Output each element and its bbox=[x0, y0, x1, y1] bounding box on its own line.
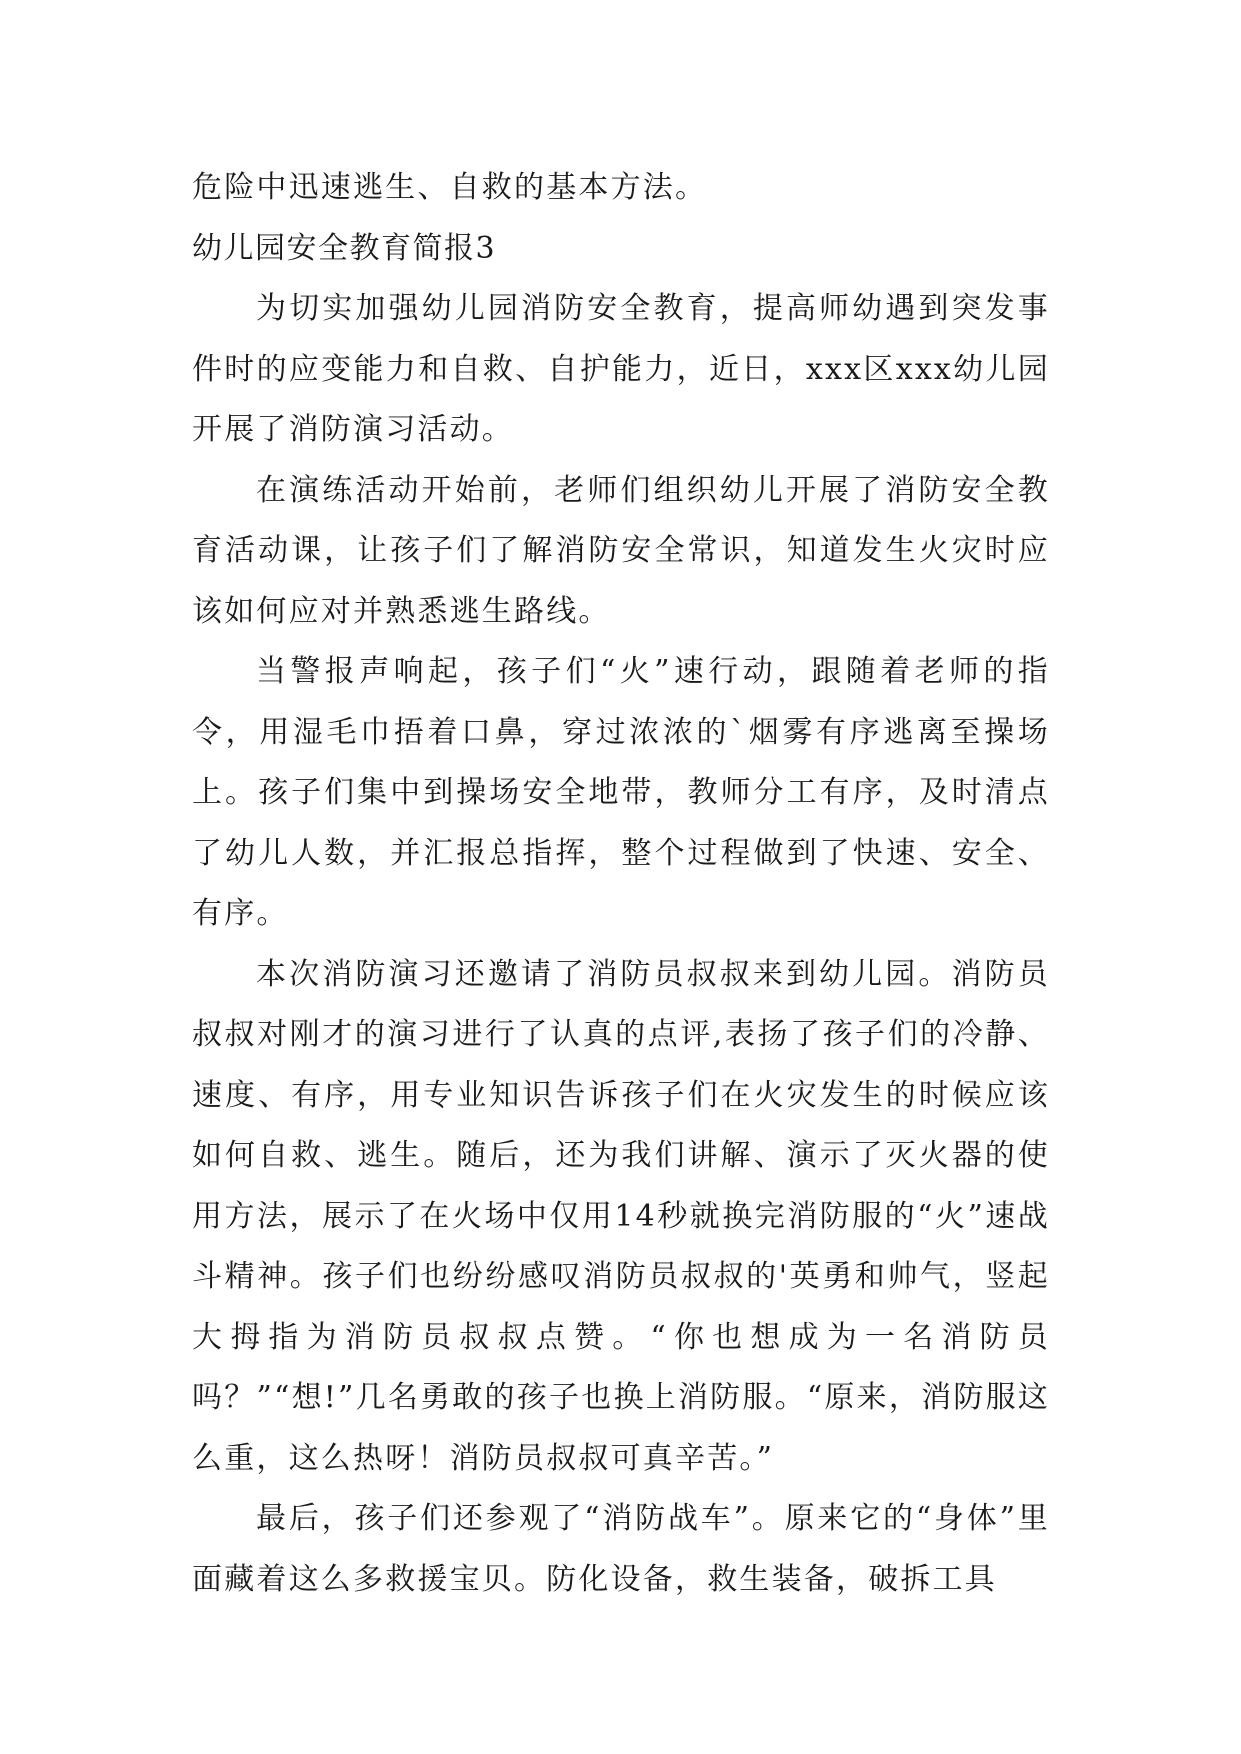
paragraph-pre-drill: 在演练活动开始前，老师们组织幼儿开展了消防安全教育活动课，让孩子们了解消防安全常识，知道发生火灾时应该如何应对并熟悉逃生路线。 bbox=[192, 472, 1050, 629]
paragraph-firefighter: 本次消防演习还邀请了消防员叔叔来到幼儿园。消防员叔叔对刚才的演习进行了认真的点评,表扬了孩子们的冷静、速度、有序，用专业知识告诉孩子们在火灾发生的时候应该如何自救、逃生。随后，还为我们讲解、演示了灭火器的使用方法，展示了在火场中仅用14秒就换完消防服的“火”速战斗精神。孩子们也纷纷感叹消防员叔叔的'英勇和帅气，竖起大拇指为消防员叔叔点赞。“你也想成为一名消防员吗？”“想!”几名勇敢的孩子也换上消防服。“原来，消防服这么重，这么热呀！消防员叔叔可真辛苦。” bbox=[192, 956, 1050, 1476]
paragraph-alarm: 当警报声响起，孩子们“火”速行动，跟随着老师的指令，用湿毛巾捂着口鼻，穿过浓浓的`烟雾有序逃离至操场上。孩子们集中到操场安全地带，教师分工有序，及时清点了幼儿人数，并汇报总指挥，整个过程做到了快速、安全、有序。 bbox=[192, 654, 1050, 931]
paragraph-intro: 为切实加强幼儿园消防安全教育，提高师幼遇到突发事件时的应变能力和自救、自护能力，近日，xxx区xxx幼儿园开展了消防演习活动。 bbox=[192, 291, 1050, 447]
section-heading: 幼儿园安全教育简报3 bbox=[192, 230, 497, 266]
paragraph-closing-line: 危险中迅速逃生、自救的基本方法。 bbox=[192, 170, 708, 205]
paragraph-fire-truck: 最后，孩子们还参观了“消防战车”。原来它的“身体”里面藏着这么多救援宝贝。防化设备，救生装备，破拆工具 bbox=[192, 1501, 1050, 1597]
document-body bbox=[192, 158, 1050, 1610]
